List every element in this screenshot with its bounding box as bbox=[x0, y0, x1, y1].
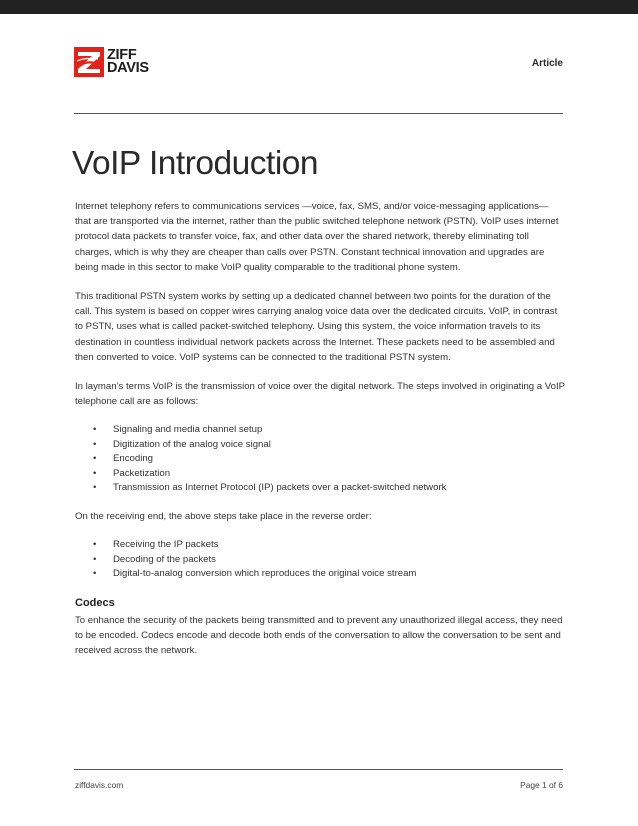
page-number: Page 1 of 6 bbox=[520, 780, 563, 790]
paragraph-receiving-intro: On the receiving end, the above steps take place in the reverse order: bbox=[75, 510, 372, 522]
paragraph-steps-intro: In layman’s terms VoIP is the transmission of voice over the digital network. The steps involved in originating a VoIP telephone call are as follows: bbox=[75, 381, 565, 408]
top-bar bbox=[0, 0, 638, 14]
paragraph-intro: Internet telephony refers to communications services —voice, fax, SMS, and/or voice-messaging applications— that are transported via the internet, rather than the public switched telephone network (PSTN). VoIP uses internet protocol data packets to transfer voice, fax, and other data over the shared network, thereby eliminating toll charges, which is why they are cheaper than calls over PSTN. Constant technical innovation and upgrades are being made in this sector to make VoIP quality comparable to the traditional phone system. bbox=[75, 201, 559, 273]
bullet-icon: • bbox=[93, 553, 97, 565]
origination-steps-list bbox=[75, 423, 567, 496]
list-item: • Receiving the IP packets bbox=[75, 538, 567, 553]
logo-line2: DAVIS bbox=[107, 60, 149, 76]
logo-line1: ZIFF bbox=[107, 47, 137, 63]
list-item: • Transmission as Internet Protocol (IP) packets over a packet-switched network bbox=[75, 481, 567, 496]
article-body bbox=[75, 199, 567, 672]
bullet-icon: • bbox=[93, 453, 97, 465]
receiving-steps-list bbox=[75, 538, 567, 582]
list-item: • Encoding bbox=[75, 452, 567, 467]
list-item: • Packetization bbox=[75, 467, 567, 482]
list-item: • Signaling and media channel setup bbox=[75, 423, 567, 438]
document-type-label: Article bbox=[531, 58, 563, 69]
bullet-icon: • bbox=[93, 438, 97, 450]
bullet-icon: • bbox=[93, 467, 97, 479]
ziff-davis-logo-mark-icon bbox=[74, 47, 104, 77]
list-item: • Digital-to-analog conversion which reproduces the original voice stream bbox=[75, 567, 567, 582]
paragraph-pstn: This traditional PSTN system works by setting up a dedicated channel between two points for the duration of the call. This system is based on copper wires carrying analog voice data over the dedicated circuits. VoIP, in contrast to PSTN, uses what is called packet-switched telephony. Using this system, the voice information travels to its destination in countless individual network packets across the Internet. These packets need to be assembled and then converted to voice. VoIP systems can be connected to the traditional PSTN system. bbox=[75, 291, 558, 363]
list-item: • Digitization of the analog voice signal bbox=[75, 438, 567, 453]
bullet-icon: • bbox=[93, 424, 97, 436]
paragraph-codecs: To enhance the security of the packets being transmitted and to prevent any unauthorized illegal access, they need to be encoded. Codecs encode and decode both ends of the conversation to allow the conversation to be sent and received across the network. bbox=[75, 614, 563, 657]
section-heading-codecs: Codecs bbox=[75, 596, 115, 609]
footer-website-link[interactable]: ziffdavis.com bbox=[75, 780, 124, 790]
list-item: • Decoding of the packets bbox=[75, 553, 567, 568]
ziff-davis-logo bbox=[74, 47, 149, 77]
bullet-icon: • bbox=[93, 568, 97, 580]
bullet-icon: • bbox=[93, 539, 97, 551]
bullet-icon: • bbox=[93, 482, 97, 494]
footer-divider bbox=[74, 769, 563, 770]
page-title: VoIP Introduction bbox=[72, 145, 319, 182]
header-divider bbox=[74, 113, 563, 114]
